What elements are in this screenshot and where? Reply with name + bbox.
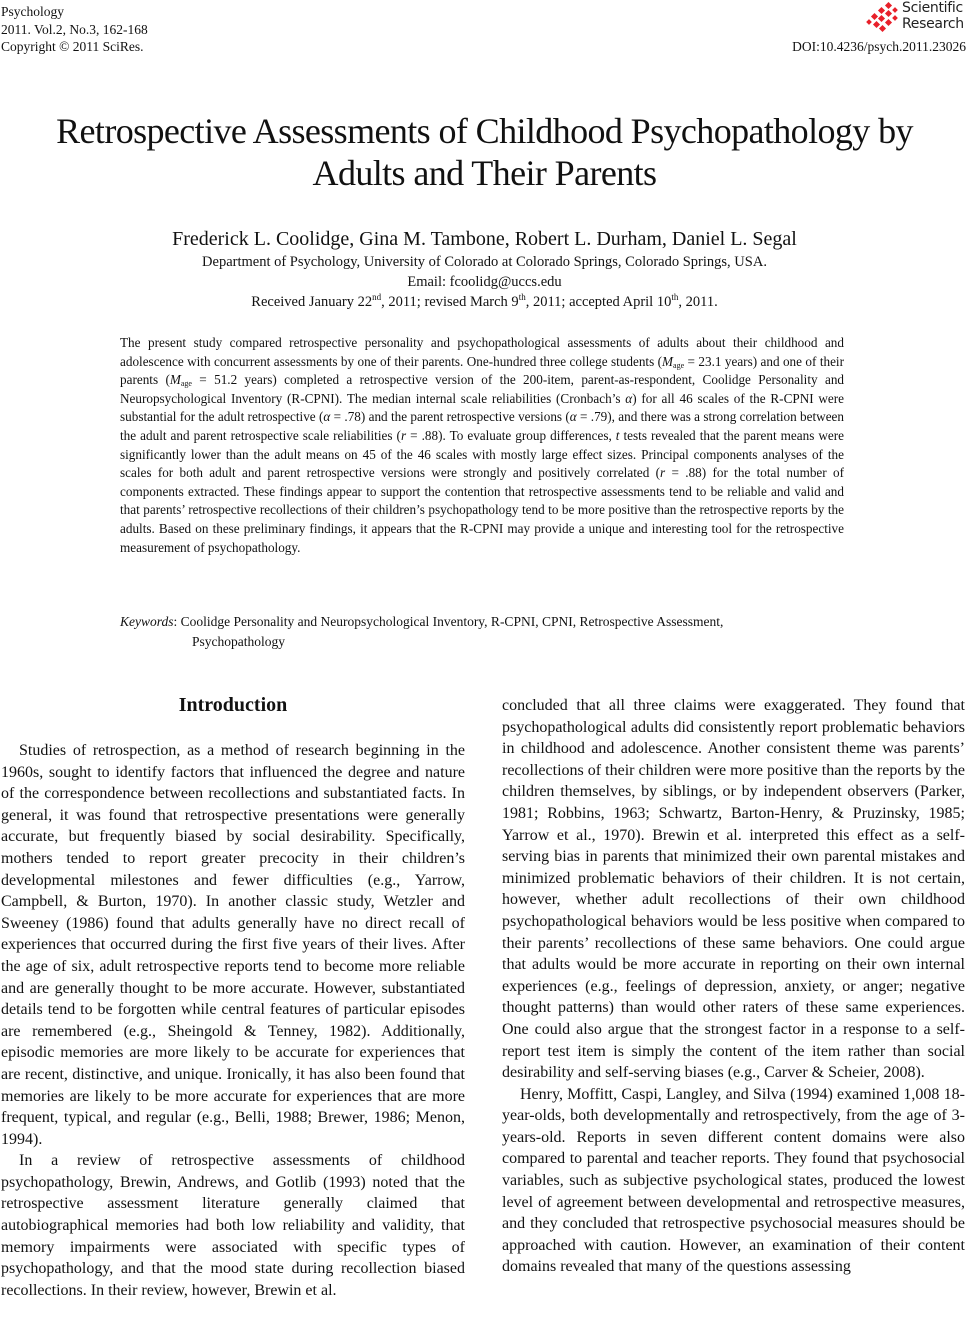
journal-volume: 2011. Vol.2, No.3, 162-168 (1, 21, 148, 37)
keywords (120, 612, 860, 652)
paragraph: In a review of retrospective assessments of childhood psychopathology, Brewin, Andrews, and Gotlib (1993) noted that the retrospective assessment literature generally claimed that autobiographical memories had both low reliability and validity, that memory impairments were associated with specific types of psychopathology, and that the mood state during recollection biased recollections. In their review, however, Brewin et al. (1, 1152, 465, 1299)
publisher-logo (866, 0, 969, 36)
title-line-2: Adults and Their Parents (312, 153, 657, 193)
section-heading-introduction: Introduction (178, 694, 288, 716)
paragraph: concluded that all three claims were exaggerated. They found that psychopathological adults did consistently report problematic behaviors in childhood and adolescence. Another consistent theme was parents’ recollections of their children were more positive than the reports by the children themselves, by siblings, or by independent observers (Parker, 1981; Robbins, 1963; Schwartz, Barton-Henry, & Pruzinsky, 1985; Yarrow et al., 1970). Brewin et al. interpreted this effect as a self-serving bias in parents that minimized their own parental mistakes and minimized problematic behaviors of their children. It is not certain, however, whether adult recollections of their own childhood psychopathological behaviors would be less positive when compared to their parents’ recollections of these same behaviors. One could argue that adults would be more accurate in reporting on their own internal experiences (e.g., feelings of depression, anxiety, or anger; negative thought patterns) than would other raters of these same experiences. One could also argue that the strongest factor in a response to a self-report test item is simply the content of the item rather than social desirability and self-serving biases (e.g., Carver & Scheier, 2008). (502, 697, 965, 1082)
paragraph: Henry, Moffitt, Caspi, Langley, and Silva (1994) examined 1,008 18-year-olds, both developmentally and retrospectively, from the age of 3-years-old. Reports in seven different content domains were also compared to parental and teacher reports. They found that psychosocial variables, such as subjective psychological states, produced the lowest level of agreement between developmental and retrospective measures, and they concluded that retrospective psychosocial measures should be approached with caution. However, an examination of their content domains revealed that many of the questions assessing (502, 1085, 965, 1276)
keywords-label: Keywords (120, 614, 174, 629)
email-link[interactable]: Email: fcoolidg@uccs.edu (407, 274, 562, 290)
received-dates: Received January 22nd, 2011; revised March 9th, 2011; accepted April 10th, 2011. (251, 292, 718, 310)
title-line-1: Retrospective Assessments of Childhood Psychopathology by (56, 111, 913, 151)
keywords-line-2: Psychopathology (192, 634, 285, 649)
affiliation-block (0, 252, 969, 312)
paragraph: Studies of retrospection, as a method of research beginning in the 1960s, sought to identify factors that influenced the degree and nature of the correspondence between recollections and substantiated facts. In general, it was found that retrospective presentations were generally accurate, but frequently biased by social desirability. Specifically, mothers tended to report greater precocity in their children’s developmental milestones and fewer difficulties (e.g., Yarrow, Campbell, & Burton, 1970). In another classic study, Wetzler and Sweeney (1986) found that adults generally have no direct recall of experiences that occurred during the first five years of their lives. After the age of six, adult retrospective reports tend to become more reliable and are generally thought to be more accurate. However, substantiated details tend to be forgotten while central features of particular episodes are remembered (e.g., Sheingold & Tenney, 1982). Additionally, episodic memories are more likely to be accurate for experiences that are recent, distinctive, and unique. Ironically, it has also been found that memories are likely to be more accurate for experiences that are more frequent, typical, and regular (e.g., Belli, 1988; Brewer, 1986; Menon, 1994). (1, 742, 465, 1148)
journal-header (1, 3, 148, 56)
journal-name: Psychology (1, 4, 65, 19)
doi-label: DOI:10.4236/psych.2011.23026 (792, 39, 966, 54)
body-column-left (1, 740, 465, 1301)
abstract: The present study compared retrospective personality and psychopathological assessments of adults about their childhood and adolescence with concurrent assessments by one of their parents. One-hundred three college students ($M_{age} = 23.1$ years) and one of their parents ($M_{age} = 51.2$ years) completed a retrospective version of the 200-item, parent-as-respondent, Coolidge Personality and Neuropsychological Inventory (R-CPNI). The median internal scale reliabilities (Cronbach’s α) for all 46 scales of the R-CPNI were substantial for the adult retrospective (α = .78) and the parent retrospective versions (α = .79), and there was a strong correlation between the adult and parent retrospective scale reliabilities (r = .88). To evaluate group differences, t tests revealed that the parent means were significantly lower than the adult means on 45 of the 46 scales with mostly large effect sizes. Principal components analyses of the scales for both adult and parent retrospective versions were strongly and positively correlated (r = .88) for the total number of components extracted. These findings appear to support the contention that retrospective assessments tend to be reliable and valid and that parents’ retrospective recollections of their children’s psychopathology tend to be more positive than the retrospective reports by the adults. Based on these preliminary findings, it appears that the R-CPNI may provide a unique and interesting tool for the retrospective measurement of psychopathology. (120, 335, 845, 555)
scirp-diamond-logo-icon (866, 2, 900, 34)
logo-text-research: Research (902, 16, 964, 32)
author-list: Frederick L. Coolidge, Gina M. Tambone, Robert L. Durham, Daniel L. Segal (172, 228, 797, 250)
paper-title (0, 110, 969, 194)
affiliation: Department of Psychology, University of Colorado at Colorado Springs, Colorado Springs, USA. (202, 254, 767, 270)
body-column-right (502, 695, 965, 1278)
copyright-notice: Copyright © 2011 SciRes. (1, 39, 144, 54)
keywords-line-1: : Coolidge Personality and Neuropsychological Inventory, R-CPNI, CPNI, Retrospective Assessment, (173, 614, 724, 629)
logo-text-scientific: Scientific (902, 0, 963, 16)
